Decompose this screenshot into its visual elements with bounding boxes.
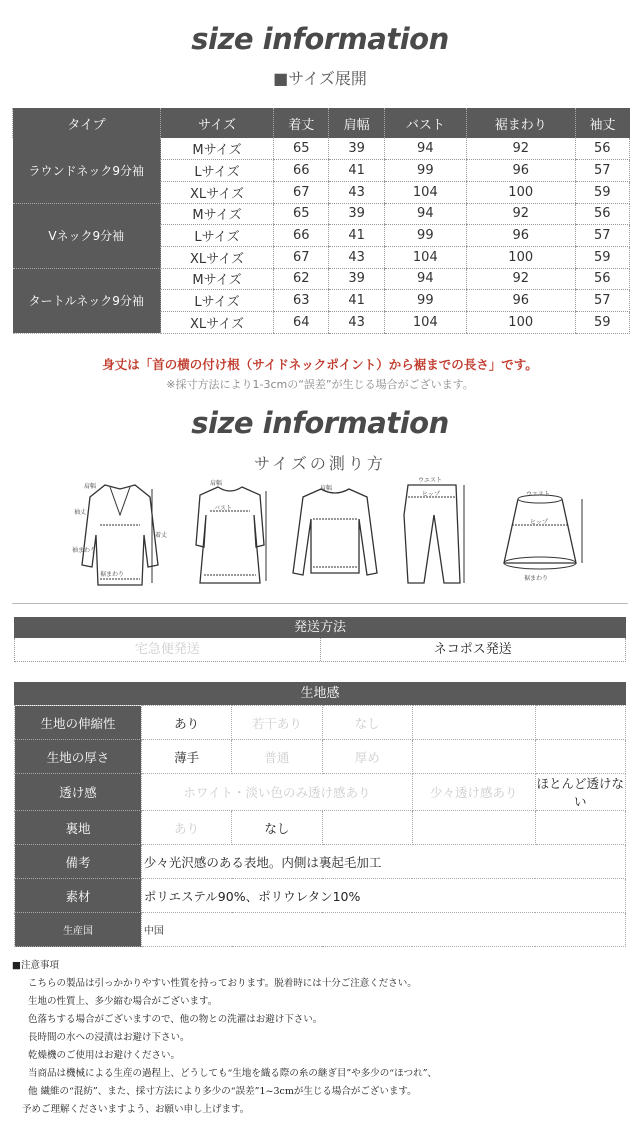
- size-cell: 100: [466, 246, 575, 268]
- size-cell: 59: [575, 181, 629, 203]
- size-type-2: タートルネック9分袖: [13, 268, 161, 333]
- size-cell: Mサイズ: [161, 138, 274, 160]
- length-definition-note: 身丈は「首の横の付け根（サイドネックポイント）から裾までの長さ」です。: [102, 357, 538, 372]
- size-cell: 94: [384, 268, 466, 290]
- size-cell: 96: [466, 290, 575, 312]
- size-cell: 56: [575, 138, 629, 160]
- dress-measure-icon: [180, 475, 280, 595]
- fabric-option: なし: [232, 811, 322, 845]
- fabric-empty-cell: [412, 740, 535, 774]
- measurement-figures: [70, 475, 590, 595]
- size-cell: 100: [466, 181, 575, 203]
- size-cell: 41: [329, 225, 384, 247]
- fabric-remarks-label: 備考: [15, 845, 142, 879]
- size-cell: 99: [384, 160, 466, 182]
- size-cell: XLサイズ: [161, 246, 274, 268]
- divider: [12, 603, 628, 604]
- size-cell: 94: [384, 203, 466, 225]
- size-cell: 39: [329, 268, 384, 290]
- fabric-material-label: 素材: [15, 879, 142, 913]
- fabric-option: 薄手: [141, 740, 231, 774]
- fabric-row-label: 生地の厚さ: [15, 740, 142, 774]
- size-cell: 67: [274, 246, 329, 268]
- size-cell: 56: [575, 203, 629, 225]
- size-cell: Lサイズ: [161, 290, 274, 312]
- cautions-title: ■注意事項: [12, 960, 59, 971]
- fabric-row-label: 透け感: [15, 774, 142, 811]
- fabric-material-value: ポリエステル90%、ポリウレタン10%: [141, 879, 625, 913]
- fabric-option: 普通: [232, 740, 322, 774]
- cautions-section: [12, 957, 632, 1119]
- fig-label-hem: 裾まわり: [100, 571, 125, 578]
- fig-label-hip-2: ヒップ: [530, 519, 548, 526]
- fabric-row: [15, 706, 626, 740]
- size-lineup-subheading: ■サイズ展開: [273, 69, 367, 88]
- measurement-error-note: ※採寸方法により1-3cmの“誤差”が生じる場合がございます。: [166, 378, 474, 391]
- fabric-row-label: 裏地: [15, 811, 142, 845]
- size-cell: 92: [466, 138, 575, 160]
- size-cell: 99: [384, 225, 466, 247]
- fabric-section: [14, 682, 626, 947]
- size-cell: 92: [466, 268, 575, 290]
- shipping-option-0: 宅急便発送: [134, 642, 200, 657]
- fabric-empty-cell: [535, 706, 625, 740]
- shipping-option-1: ネコポス発送: [320, 638, 626, 661]
- shipping-section: [14, 617, 626, 662]
- fig-label-sleeve-edge: 袖まわり: [72, 547, 97, 554]
- caution-line: 生地の性質上、多少縮む場合がございます。: [28, 996, 218, 1007]
- caution-line: こちらの製品は引っかかりやすい性質を持っております。脱着時には十分ご注意ください。: [28, 978, 417, 989]
- size-row: [13, 203, 630, 225]
- size-information-heading: size information: [191, 22, 449, 56]
- fabric-remarks-value: 少々光沢感のある表地。内側は裏起毛加工: [141, 845, 625, 879]
- size-header-0: タイプ: [13, 108, 161, 138]
- how-to-measure-subheading: サイズの測り方: [254, 454, 386, 473]
- fabric-row: [15, 740, 626, 774]
- size-cell: 96: [466, 160, 575, 182]
- size-cell: 39: [329, 203, 384, 225]
- fabric-row: [15, 913, 626, 947]
- size-header-6: 袖丈: [575, 108, 629, 138]
- size-cell: 43: [329, 181, 384, 203]
- fabric-empty-cell: [322, 811, 412, 845]
- size-table: [12, 108, 630, 334]
- shipping-title: 発送方法: [14, 617, 626, 638]
- fabric-empty-cell: [535, 811, 625, 845]
- size-cell: 41: [329, 290, 384, 312]
- fabric-option: あり: [141, 706, 231, 740]
- size-cell: 104: [384, 246, 466, 268]
- fig-label-sleeve: 袖丈: [74, 509, 87, 516]
- size-cell: 41: [329, 160, 384, 182]
- size-row: [13, 138, 630, 160]
- size-header-5: 裾まわり: [466, 108, 575, 138]
- size-header-3: 肩幅: [329, 108, 384, 138]
- fabric-empty-cell: [535, 740, 625, 774]
- size-type-0: ラウンドネック9分袖: [13, 138, 161, 203]
- size-cell: XLサイズ: [161, 181, 274, 203]
- fabric-option: 若干あり: [232, 706, 322, 740]
- size-cell: 59: [575, 312, 629, 334]
- fig-label-shoulder-3: 肩幅: [320, 485, 333, 492]
- size-cell: 57: [575, 290, 629, 312]
- size-cell: 62: [274, 268, 329, 290]
- fig-label-shoulder: 肩幅: [84, 483, 97, 490]
- size-cell: Lサイズ: [161, 225, 274, 247]
- size-cell: Mサイズ: [161, 268, 274, 290]
- fig-label-hem-2: 裾まわり: [524, 575, 549, 582]
- fig-label-waist: ウエスト: [418, 477, 443, 484]
- size-cell: 64: [274, 312, 329, 334]
- size-cell: Lサイズ: [161, 160, 274, 182]
- fabric-origin-value: 中国: [141, 913, 625, 947]
- size-cell: 57: [575, 225, 629, 247]
- fig-label-bust-2: バスト: [214, 505, 233, 512]
- fabric-row: [15, 845, 626, 879]
- fabric-option: ほとんど透けない: [535, 774, 625, 811]
- fig-label-waist-2: ウエスト: [526, 491, 551, 498]
- cautions-closing: 予めご理解くださいますよう、お願い申し上げます。: [22, 1104, 250, 1115]
- fabric-row: [15, 879, 626, 913]
- caution-line: 乾燥機のご使用はお避けください。: [28, 1050, 181, 1061]
- fabric-option: あり: [141, 811, 231, 845]
- fabric-empty-cell: [412, 706, 535, 740]
- fabric-row: [15, 811, 626, 845]
- size-cell: 100: [466, 312, 575, 334]
- size-cell: 65: [274, 203, 329, 225]
- fabric-row-label: 生地の伸縮性: [15, 706, 142, 740]
- size-cell: XLサイズ: [161, 312, 274, 334]
- caution-line: 当商品は機械による生産の過程上、どうしても“生地を織る際の糸の継ぎ目”や多少の“ほつれ”、: [28, 1068, 437, 1079]
- size-cell: 39: [329, 138, 384, 160]
- size-type-1: Vネック9分袖: [13, 203, 161, 268]
- size-cell: 92: [466, 203, 575, 225]
- shipping-options: [14, 638, 626, 662]
- size-row: [13, 268, 630, 290]
- size-cell: 43: [329, 246, 384, 268]
- size-cell: 43: [329, 312, 384, 334]
- fig-label-length: 着丈: [155, 532, 168, 539]
- fabric-table: [14, 705, 626, 947]
- caution-line: 他 繊維の“混紡”、また、採寸方法により多少の“誤差”1~3cmが生じる場合がございます。: [28, 1086, 417, 1097]
- size-cell: 67: [274, 181, 329, 203]
- size-cell: 59: [575, 246, 629, 268]
- size-cell: 57: [575, 160, 629, 182]
- size-cell: 63: [274, 290, 329, 312]
- fig-label-shoulder-2: 肩幅: [210, 480, 223, 487]
- size-cell: 65: [274, 138, 329, 160]
- fabric-title: 生地感: [14, 682, 626, 705]
- size-information-heading-2: size information: [191, 406, 449, 440]
- caution-line: 色落ちする場合がございますので、他の物との洗濯はお避け下さい。: [28, 1014, 323, 1025]
- size-cell: 94: [384, 138, 466, 160]
- fabric-row: [15, 774, 626, 811]
- size-cell: 66: [274, 225, 329, 247]
- size-cell: 104: [384, 312, 466, 334]
- fabric-empty-cell: [412, 811, 535, 845]
- fabric-option: 厚め: [322, 740, 412, 774]
- size-cell: 96: [466, 225, 575, 247]
- size-cell: 56: [575, 268, 629, 290]
- fig-label-hip: ヒップ: [422, 491, 440, 498]
- size-header-1: サイズ: [161, 108, 274, 138]
- top-measure-icon: [285, 475, 385, 595]
- size-cell: 99: [384, 290, 466, 312]
- size-cell: 66: [274, 160, 329, 182]
- size-cell: 104: [384, 181, 466, 203]
- size-header-4: バスト: [384, 108, 466, 138]
- fabric-option: なし: [322, 706, 412, 740]
- size-header-2: 着丈: [274, 108, 329, 138]
- fabric-option: ホワイト・淡い色のみ透け感あり: [141, 774, 412, 811]
- fabric-option: 少々透け感あり: [412, 774, 535, 811]
- caution-line: 長時間の水への浸漬はお避け下さい。: [28, 1032, 190, 1043]
- fabric-origin-label: 生産国: [15, 913, 142, 947]
- size-cell: Mサイズ: [161, 203, 274, 225]
